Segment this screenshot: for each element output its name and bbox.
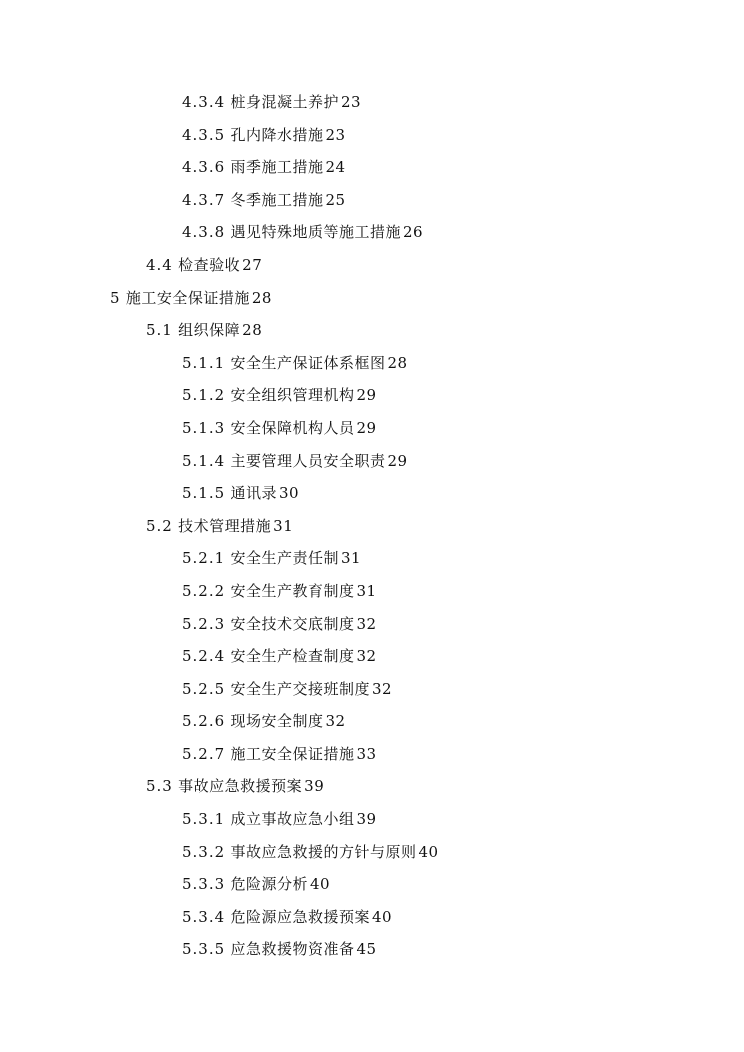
toc-entry[interactable] <box>0 705 744 738</box>
toc-entry-page: 40 <box>309 875 331 894</box>
toc-entry-title: 危险源分析 <box>230 875 308 894</box>
toc-entry-title: 安全生产保证体系框图 <box>230 353 386 372</box>
toc-entry-number: 4.3.5 <box>182 125 226 144</box>
toc-entry-page: 27 <box>242 255 263 274</box>
toc-entry-number: 5.3.4 <box>182 907 226 926</box>
toc-entry-number: 5.2 <box>146 516 173 535</box>
toc-entry-title: 施工安全保证措施 <box>125 288 250 307</box>
toc-entry[interactable] <box>0 542 744 575</box>
toc-entry-title: 冬季施工措施 <box>230 190 324 209</box>
toc-entry[interactable] <box>0 803 744 836</box>
toc-entry-number: 5.2.7 <box>182 744 226 763</box>
toc-entry-page: 25 <box>325 190 346 209</box>
toc-entry-number: 5.2.5 <box>182 679 226 698</box>
toc-entry-title: 成立事故应急小组 <box>230 810 355 829</box>
toc-entry[interactable] <box>0 119 744 152</box>
toc-entry[interactable] <box>0 282 744 315</box>
toc-entry-page: 29 <box>387 451 408 470</box>
toc-entry-page: 29 <box>356 418 377 437</box>
toc-entry[interactable] <box>0 510 744 543</box>
toc-entry-page: 28 <box>251 288 272 307</box>
toc-entry-page: 26 <box>402 223 424 242</box>
toc-entry[interactable] <box>0 477 744 510</box>
table-of-contents <box>0 86 744 966</box>
toc-entry-title: 雨季施工措施 <box>230 158 324 177</box>
toc-entry-title: 组织保障 <box>178 321 241 340</box>
toc-entry-page: 23 <box>340 93 362 111</box>
toc-entry[interactable] <box>0 216 744 249</box>
toc-entry-page: 28 <box>242 321 263 340</box>
toc-entry[interactable] <box>0 836 744 869</box>
toc-entry-number: 5.1.3 <box>182 418 226 437</box>
toc-entry-page: 29 <box>356 386 377 405</box>
toc-entry[interactable] <box>0 184 744 217</box>
toc-entry[interactable] <box>0 379 744 412</box>
toc-entry[interactable] <box>0 868 744 901</box>
toc-entry-number: 5.3.5 <box>182 940 226 959</box>
toc-entry-number: 5.3.3 <box>182 875 226 894</box>
toc-entry-title: 施工安全保证措施 <box>230 744 355 763</box>
toc-entry-title: 技术管理措施 <box>178 516 272 535</box>
toc-entry-number: 5.3.1 <box>182 810 226 829</box>
toc-entry-number: 5.2.6 <box>182 712 226 731</box>
toc-entry-title: 安全技术交底制度 <box>230 614 355 633</box>
toc-entry[interactable] <box>0 249 744 282</box>
toc-entry-page: 40 <box>371 907 393 926</box>
toc-entry-title: 安全组织管理机构 <box>230 386 355 405</box>
toc-entry-title: 安全生产检查制度 <box>230 647 355 666</box>
toc-entry[interactable] <box>0 901 744 934</box>
toc-entry-number: 5.1.4 <box>182 451 226 470</box>
toc-entry[interactable] <box>0 86 744 119</box>
toc-entry-title: 安全生产交接班制度 <box>230 679 370 698</box>
toc-entry[interactable] <box>0 314 744 347</box>
toc-entry-title: 通讯录 <box>230 484 277 503</box>
toc-entry-page: 30 <box>278 484 300 503</box>
toc-entry[interactable] <box>0 738 744 771</box>
toc-entry-number: 4.4 <box>146 255 173 274</box>
toc-entry-page: 24 <box>325 158 346 177</box>
toc-entry-number: 5.1 <box>146 321 173 340</box>
toc-entry-page: 39 <box>356 810 377 829</box>
toc-entry-page: 32 <box>356 647 377 666</box>
toc-entry[interactable] <box>0 347 744 380</box>
toc-entry-title: 桩身混凝土养护 <box>230 93 339 111</box>
toc-entry-number: 4.3.8 <box>182 223 226 242</box>
toc-entry[interactable] <box>0 933 744 966</box>
toc-entry-title: 检查验收 <box>178 255 241 274</box>
toc-entry-number: 4.3.4 <box>182 93 226 111</box>
toc-entry-number: 4.3.6 <box>182 158 226 177</box>
toc-entry-title: 安全生产教育制度 <box>230 581 355 600</box>
toc-entry-page: 23 <box>325 125 346 144</box>
toc-entry-number: 5.2.3 <box>182 614 226 633</box>
toc-entry-number: 5.2.4 <box>182 647 226 666</box>
toc-entry-page: 39 <box>304 777 325 796</box>
toc-entry-page: 45 <box>356 940 377 959</box>
toc-entry-number: 5.1.2 <box>182 386 226 405</box>
toc-entry-title: 危险源应急救援预案 <box>230 907 370 926</box>
toc-entry[interactable] <box>0 445 744 478</box>
toc-entry[interactable] <box>0 608 744 641</box>
toc-entry-number: 5.1.1 <box>182 353 226 372</box>
toc-entry-number: 5.2.1 <box>182 549 226 568</box>
toc-entry-number: 5.1.5 <box>182 484 226 503</box>
toc-entry-title: 遇见特殊地质等施工措施 <box>230 223 401 242</box>
toc-entry-number: 4.3.7 <box>182 190 226 209</box>
toc-entry-number: 5.3 <box>146 777 173 796</box>
toc-entry-page: 40 <box>418 842 439 861</box>
toc-entry-page: 31 <box>273 516 294 535</box>
toc-entry-page: 32 <box>371 679 393 698</box>
toc-entry-page: 32 <box>356 614 377 633</box>
toc-entry-number: 5 <box>110 288 121 307</box>
toc-entry-title: 事故应急救援的方针与原则 <box>230 842 417 861</box>
toc-entry-number: 5.2.2 <box>182 581 226 600</box>
toc-entry-page: 31 <box>340 549 362 568</box>
toc-entry-page: 31 <box>356 581 377 600</box>
toc-entry-title: 安全保障机构人员 <box>230 418 355 437</box>
toc-entry-page: 33 <box>356 744 377 763</box>
toc-entry-title: 现场安全制度 <box>230 712 324 731</box>
toc-entry[interactable] <box>0 770 744 803</box>
toc-entry-title: 主要管理人员安全职责 <box>230 451 386 470</box>
toc-entry-page: 32 <box>325 712 346 731</box>
toc-entry-title: 应急救援物资准备 <box>230 940 355 959</box>
toc-entry[interactable] <box>0 673 744 706</box>
toc-entry[interactable] <box>0 640 744 673</box>
toc-entry-number: 5.3.2 <box>182 842 226 861</box>
toc-entry-page: 28 <box>387 353 408 372</box>
toc-entry[interactable] <box>0 151 744 184</box>
toc-entry[interactable] <box>0 575 744 608</box>
toc-entry-title: 事故应急救援预案 <box>178 777 303 796</box>
toc-entry-title: 安全生产责任制 <box>230 549 339 568</box>
toc-entry[interactable] <box>0 412 744 445</box>
toc-entry-title: 孔内降水措施 <box>230 125 324 144</box>
